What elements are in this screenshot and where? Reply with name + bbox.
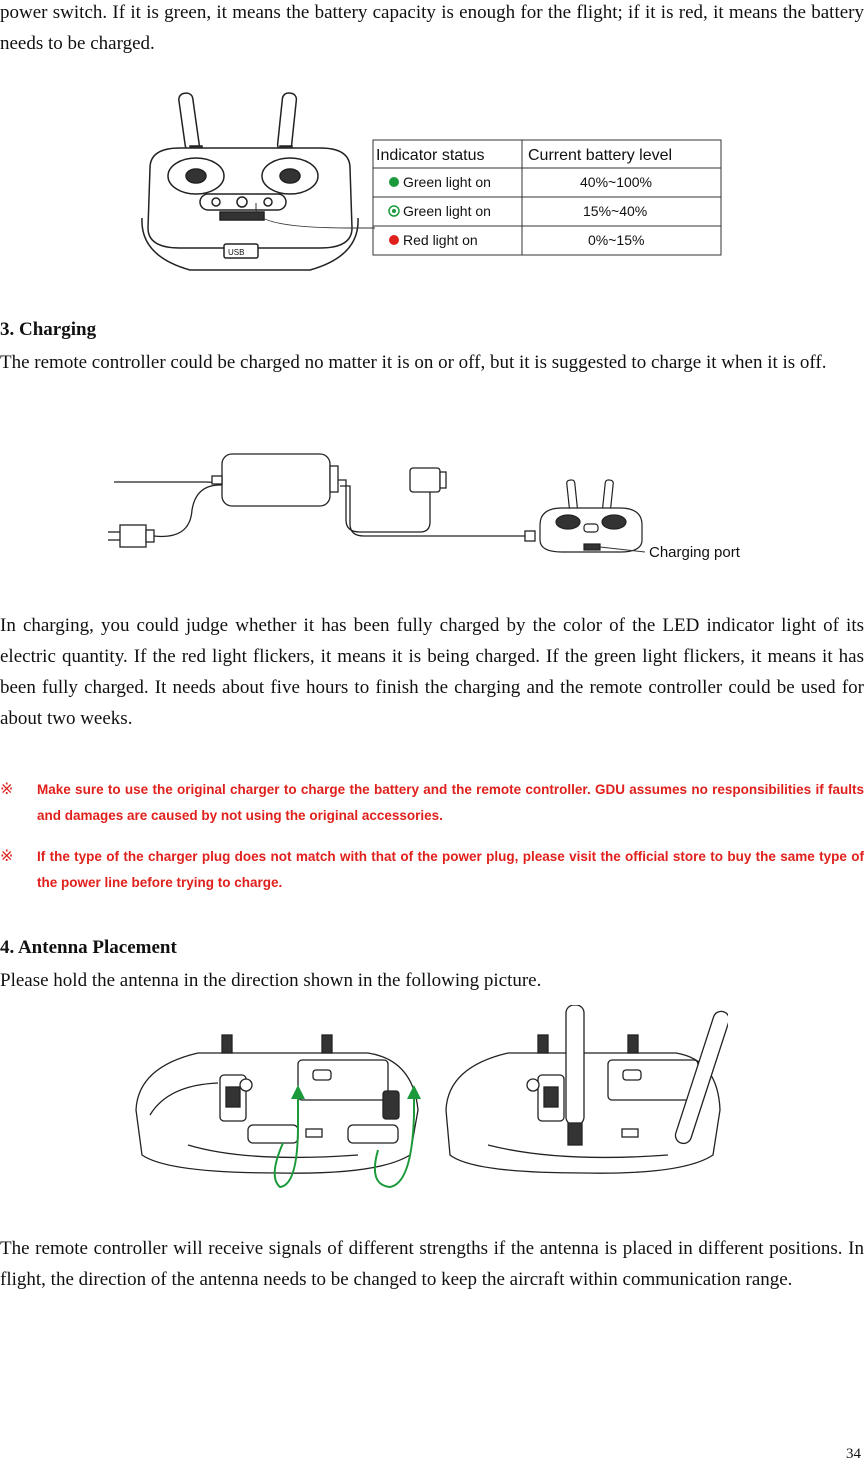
row-status: Green light on [403, 174, 491, 190]
antenna-signal-paragraph: The remote controller will receive signals of different strengths if the antenna is placed in different positions. In flight, the direction of the antenna needs to be changed to keep the aircraft within communication range. [0, 1238, 864, 1290]
note-plug-type [0, 844, 864, 896]
remote-controller-icon [142, 148, 358, 270]
charging-paragraph: The remote controller could be charged no matter it is on or off, but it is suggested to charge it when it is off. [0, 352, 827, 373]
row-level: 40%~100% [580, 174, 653, 190]
table-header-status: Indicator status [376, 147, 485, 164]
charger-adapter-icon [212, 454, 338, 506]
antenna-heading: 4. Antenna Placement [0, 937, 177, 958]
note-mark: ※ [0, 781, 14, 798]
row-status: Red light on [403, 232, 478, 248]
note-mark: ※ [0, 848, 14, 865]
charging-figure [100, 440, 770, 565]
controller-folded-antennas-icon [136, 1035, 418, 1173]
row-level: 0%~15% [588, 232, 645, 248]
battery-indicator-figure [120, 88, 730, 288]
charging-status-paragraph: In charging, you could judge whether it has been fully charged by the color of the LED indicator light of its electric quantity. If the red light flickers, it means it is being charged. If the green light flickers, it means it has been fully charged. It needs about five hours to finish the charging and the remote controller could be used for about two weeks. [0, 615, 864, 729]
power-plug-icon [108, 525, 154, 547]
intro-paragraph: power switch. If it is green, it means the battery capacity is enough for the flight; if it is red, it means the battery needs to be charged. [0, 2, 864, 54]
note-original-charger [0, 777, 864, 829]
usb-connector-icon [410, 468, 535, 541]
small-controller-icon [540, 480, 642, 552]
antenna-placement-figure [128, 1005, 728, 1190]
usb-label: USB [228, 248, 245, 257]
charging-heading: 3. Charging [0, 319, 97, 340]
red-light-icon [389, 235, 399, 245]
table-header-level: Current battery level [528, 147, 673, 164]
controller-raised-antennas-icon [446, 1005, 728, 1173]
note-text: If the type of the charger plug does not match with that of the power plug, please visit the official store to buy the same type of the power line before trying to charge. [37, 849, 864, 890]
charging-port-label: Charging port [649, 544, 740, 561]
green-light-icon [389, 177, 399, 187]
row-level: 15%~40% [583, 203, 648, 219]
note-text: Make sure to use the original charger to charge the battery and the remote controller. GDU assumes no responsibilities if faults and damages are caused by not using the original accessories. [37, 782, 864, 823]
page-number: 34 [846, 1446, 861, 1462]
antenna-paragraph: Please hold the antenna in the direction shown in the following picture. [0, 970, 542, 991]
row-status: Green light on [403, 203, 491, 219]
